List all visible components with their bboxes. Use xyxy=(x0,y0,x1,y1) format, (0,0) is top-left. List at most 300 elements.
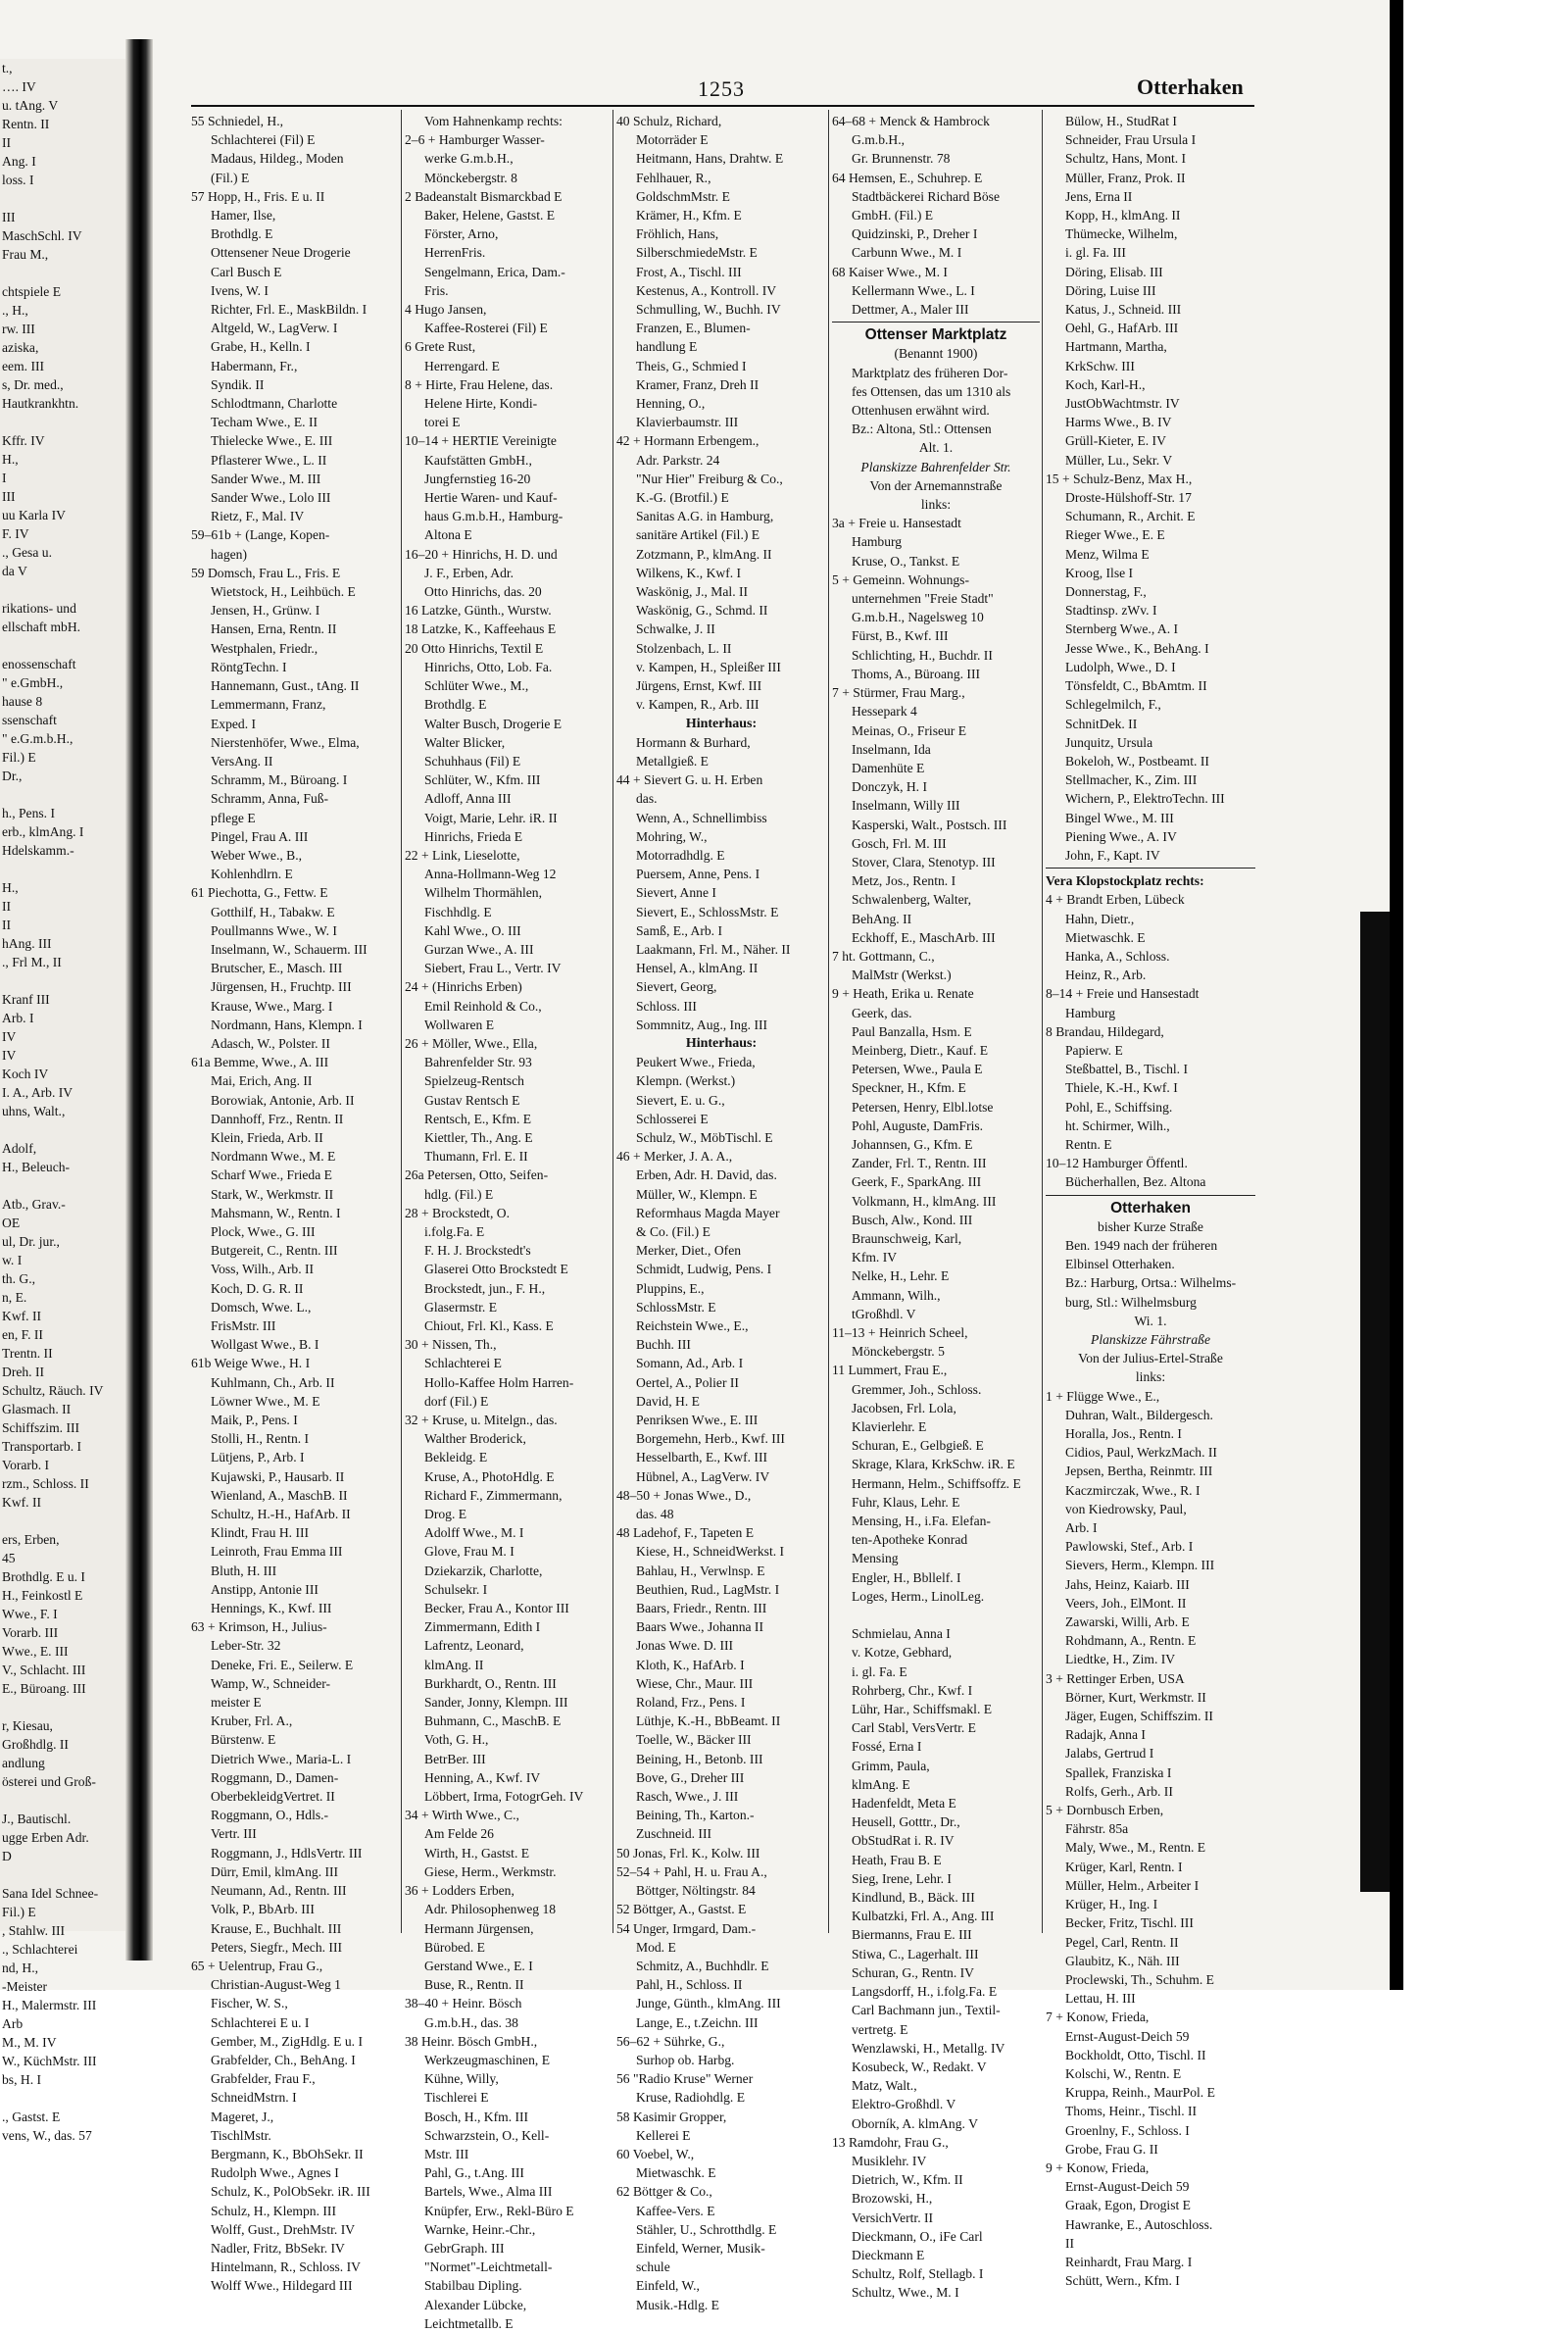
directory-entry: Jens, Erna II xyxy=(1065,188,1133,204)
directory-entry: Elbinsel Otterhaken. xyxy=(1065,1257,1175,1272)
section-note: Alt. 1. xyxy=(918,440,954,456)
directory-entry: Stolzenbach, L. II xyxy=(636,640,732,656)
directory-entry: Richard F., Zimmermann, xyxy=(424,1487,563,1503)
directory-entry xyxy=(832,1606,1040,1624)
directory-entry: & Co. (Fil.) E xyxy=(636,1223,710,1239)
directory-entry: Kfm. IV xyxy=(852,1250,898,1266)
directory-entry: Neumann, Ad., Rentn. III xyxy=(211,1883,347,1899)
directory-entry: Waskönig, G., Schmd. II xyxy=(636,603,768,619)
house-number-entry: 54 Unger, Irmgard, Dam.- xyxy=(616,1920,757,1936)
directory-entry: Hintelmann, R., Schloss. IV xyxy=(211,2259,361,2275)
directory-entry: Warnke, Heinr.-Chr., xyxy=(424,2221,536,2237)
house-number-entry: 6 Grete Rust, xyxy=(405,339,476,355)
left-page-line: loss. I xyxy=(2,173,34,187)
directory-entry: Wiese, Chr., Maur. III xyxy=(636,1675,754,1691)
left-page-line: da V xyxy=(2,564,27,578)
section-note: Wi. 1. xyxy=(1134,1313,1167,1328)
directory-entry: Sternberg Wwe., A. I xyxy=(1065,621,1179,637)
directory-entry: Steßbattel, B., Tischl. I xyxy=(1065,1062,1188,1077)
directory-entry: Plock, Wwe., G. III xyxy=(211,1223,316,1239)
directory-entry: Pohl, E., Schiffsing. xyxy=(1065,1099,1173,1115)
directory-entry: Böttger, Nöltingstr. 84 xyxy=(636,1883,756,1899)
directory-entry: Baker, Helene, Gastst. E xyxy=(424,208,556,223)
section-label: Vera Klopstockplatz rechts: xyxy=(1046,873,1204,889)
directory-entry: Kellerei E xyxy=(636,2127,691,2143)
directory-entry: Hadenfeldt, Meta E xyxy=(852,1796,956,1812)
directory-entry: Schramm, Anna, Fuß- xyxy=(211,791,329,807)
directory-entry: Klindt, Frau H. III xyxy=(211,1525,310,1541)
street-heading: Ottenser Marktplatz xyxy=(864,326,1007,344)
left-page-line: ellschaft mbH. xyxy=(2,620,81,634)
directory-entry: Baars, Friedr., Rentn. III xyxy=(636,1601,767,1616)
directory-entry: G.m.b.H., das. 38 xyxy=(424,2014,518,2030)
directory-entry: J. F., Erben, Adr. xyxy=(424,565,514,580)
directory-entry: Brutscher, E., Masch. III xyxy=(211,961,343,976)
directory-entry: RöntgTechn. I xyxy=(211,659,287,674)
directory-entry: Müller, Franz, Prok. II xyxy=(1065,170,1186,185)
directory-entry: Anna-Hollmann-Weg 12 xyxy=(424,867,557,882)
house-number-entry: 59–61b + (Lange, Kopen- xyxy=(191,527,330,543)
left-page-line: E., Büroang. III xyxy=(2,1681,86,1696)
directory-entry: Groenlny, F., Schloss. I xyxy=(1065,2122,1190,2138)
directory-entry: Meinberg, Dietr., Kauf. E xyxy=(852,1042,989,1058)
directory-entry: tGroßhdl. V xyxy=(852,1306,916,1321)
directory-entry: Arb. I xyxy=(1065,1520,1098,1536)
directory-entry: Vom Hahnenkamp rechts: xyxy=(424,114,563,128)
directory-entry: Glove, Frau M. I xyxy=(424,1544,514,1560)
directory-entry: Kahl Wwe., O. III xyxy=(424,922,521,938)
directory-entry: Schlodtmann, Charlotte xyxy=(211,396,338,412)
left-page-line: chtspiele E xyxy=(2,284,62,299)
house-number-entry: 55 Schniedel, H., xyxy=(191,114,284,128)
left-page-edge xyxy=(0,59,127,2143)
directory-entry: Hawranke, E., Autoschloss. xyxy=(1065,2216,1213,2232)
directory-entry: werke G.m.b.H., xyxy=(424,151,514,167)
directory-entry: Beuthien, Rud., LagMstr. I xyxy=(636,1581,780,1597)
left-page-line: Brothdlg. E u. I xyxy=(2,1569,85,1584)
directory-entry: Werkzeugmaschinen, E xyxy=(424,2052,550,2067)
directory-entry: (Fil.) E xyxy=(211,170,250,185)
directory-entry: Walter Busch, Drogerie E xyxy=(424,716,563,731)
directory-entry: Krüger, Karl, Rentn. I xyxy=(1065,1859,1183,1874)
directory-entry: Sander Wwe., Lolo III xyxy=(211,490,331,506)
scan-edge xyxy=(1390,0,1403,1990)
left-page-line: D xyxy=(2,1849,12,1863)
directory-entry: Fährstr. 85a xyxy=(1065,1821,1129,1837)
directory-entry: Ernst-August-Deich 59 xyxy=(1065,2179,1190,2195)
directory-entry: Jungfernstieg 16-20 xyxy=(424,471,531,486)
directory-entry: Weber Wwe., B., xyxy=(211,847,303,863)
left-page-line: ., Frl M., II xyxy=(2,955,62,969)
directory-entry: Becker, Frau A., Kontor III xyxy=(424,1601,569,1616)
house-number-entry: 57 Hopp, H., Fris. E u. II xyxy=(191,188,325,204)
directory-entry: Mod. E xyxy=(636,1939,676,1955)
directory-entry: Schultz, Wwe., M. I xyxy=(852,2285,959,2301)
directory-entry: Hübnel, A., LagVerw. IV xyxy=(636,1468,770,1484)
directory-entry: Wolff Wwe., Hildegard III xyxy=(211,2278,353,2294)
house-number-entry: 5 + Dornbusch Erben, xyxy=(1046,1803,1164,1818)
directory-entry: Beining, H., Betonb. III xyxy=(636,1751,763,1766)
house-number-entry: 8 + Hirte, Frau Helene, das. xyxy=(405,376,554,392)
directory-entry: Buse, R., Rentn. II xyxy=(424,1977,524,1993)
directory-entry: Sievert, Anne I xyxy=(636,885,716,901)
house-number-entry: 13 Ramdohr, Frau G., xyxy=(832,2134,949,2150)
directory-entry: Kasperski, Walt., Postsch. III xyxy=(852,817,1007,832)
directory-entry: Am Felde 26 xyxy=(424,1826,494,1842)
left-page-line: Schultz, Räuch. IV xyxy=(2,1383,104,1398)
house-number-entry: 61a Bemme, Wwe., A. III xyxy=(191,1055,329,1070)
directory-entry: Katus, J., Schneid. III xyxy=(1065,302,1182,318)
directory-entry: Hinrichs, Frieda E xyxy=(424,828,523,844)
directory-entry: Merker, Diet., Ofen xyxy=(636,1243,742,1259)
directory-entry: Voss, Wilh., Arb. II xyxy=(211,1262,315,1277)
directory-entry: Burkhardt, O., Rentn. III xyxy=(424,1675,557,1691)
directory-entry: MalMstr (Werkst.) xyxy=(852,968,952,983)
directory-entry: Dietrich Wwe., Maria-L. I xyxy=(211,1751,352,1766)
directory-entry: Bürstenw. E xyxy=(211,1732,276,1748)
directory-entry: Langsdorff, H., i.folg.Fa. E xyxy=(852,1984,998,2000)
directory-entry: Hanka, A., Schloss. xyxy=(1065,948,1170,964)
directory-entry: Samß, E., Arb. I xyxy=(636,922,722,938)
directory-entry: Fuhr, Klaus, Lehr. E xyxy=(852,1494,960,1510)
directory-entry: Eckhoff, E., MaschArb. III xyxy=(852,929,996,945)
section-rule xyxy=(1046,1195,1255,1196)
directory-entry: Schütt, Wern., Kfm. I xyxy=(1065,2273,1180,2289)
directory-entry: Altgeld, W., LagVerw. I xyxy=(211,321,338,336)
street-heading: Otterhaken xyxy=(1110,1199,1191,1216)
directory-entry: Laakmann, Frl. M., Näher. II xyxy=(636,941,791,957)
directory-entry: Krause, Wwe., Marg. I xyxy=(211,998,333,1014)
directory-entry: i. gl. Fa. III xyxy=(1065,245,1126,261)
directory-entry: Wenn, A., Schnellimbiss xyxy=(636,810,767,825)
directory-entry: Reichstein Wwe., E., xyxy=(636,1318,749,1333)
directory-entry: Altona E xyxy=(424,527,472,543)
directory-entry: Geerk, das. xyxy=(852,1005,912,1020)
directory-entry: Einfeld, Werner, Musik- xyxy=(636,2240,765,2256)
directory-entry: Adr. Parkstr. 24 xyxy=(636,452,720,468)
house-number-entry: 2 Badeanstalt Bismarckbad E xyxy=(405,188,563,204)
section-rule xyxy=(1046,868,1255,869)
directory-entry: Leichtmetallb. E xyxy=(424,2315,514,2331)
directory-entry: Oborník, A. klmAng. V xyxy=(852,2115,978,2131)
left-page-line: en, F. II xyxy=(2,1327,43,1342)
left-page-line: M., M. IV xyxy=(2,2035,57,2050)
directory-entry: Bockholdt, Otto, Tischl. II xyxy=(1065,2047,1206,2062)
directory-entry: Grabfelder, Ch., BehAng. I xyxy=(211,2052,356,2067)
house-number-entry: 10–14 + HERTIE Vereinigte xyxy=(405,433,557,449)
left-page-line: OE xyxy=(2,1216,21,1230)
directory-entry: II xyxy=(1065,2235,1075,2251)
directory-entry: Mönckebergstr. 8 xyxy=(424,170,517,185)
header-rule xyxy=(191,105,1254,107)
directory-entry: Schmulling, W., Buchh. IV xyxy=(636,302,781,318)
house-number-entry: 60 Voebel, W., xyxy=(616,2146,695,2161)
directory-entry: Mietwaschk. E xyxy=(1065,929,1146,945)
left-page-line: -Meister xyxy=(2,1979,48,1994)
directory-entry: Speckner, H., Kfm. E xyxy=(852,1080,966,1096)
directory-entry: Kiese, H., SchneidWerkst. I xyxy=(636,1544,785,1560)
left-page-text xyxy=(0,59,127,2145)
directory-entry: Skrage, Klara, KrkSchw. iR. E xyxy=(852,1457,1015,1472)
directory-entry: burg, Stl.: Wilhelmsburg xyxy=(1065,1294,1197,1310)
directory-entry: Grimm, Paula, xyxy=(852,1758,930,1773)
directory-entry: Kopp, H., klmAng. II xyxy=(1065,208,1181,223)
directory-entry: Roggmann, J., HdlsVertr. III xyxy=(211,1845,363,1861)
directory-entry: Schulz, W., MöbTischl. E xyxy=(636,1129,773,1145)
left-page-line: Sana Idel Schnee- xyxy=(2,1886,99,1901)
directory-entry: ht. Schirmer, Wilh., xyxy=(1065,1117,1170,1133)
directory-entry: Schultz, Hans, Mont. I xyxy=(1065,151,1187,167)
directory-entry: Roland, Frz., Pens. I xyxy=(636,1695,746,1711)
directory-entry: Schlegelmilch, F., xyxy=(1065,697,1161,713)
directory-entry: KrkSchw. III xyxy=(1065,358,1135,373)
house-number-entry: 65 + Uelentrup, Frau G., xyxy=(191,1958,323,1973)
section-note: links: xyxy=(1135,1369,1166,1385)
directory-entry: Pahl, H., Schloss. II xyxy=(636,1977,743,1993)
directory-entry: Nierstenhöfer, Wwe., Elma, xyxy=(211,734,360,750)
directory-entry: Walter Blicker, xyxy=(424,734,506,750)
directory-entry: Lafrentz, Leonard, xyxy=(424,1638,524,1654)
directory-entry: Grobe, Frau G. II xyxy=(1065,2141,1158,2157)
directory-entry: Lühr, Har., Schiffsmakl. E xyxy=(852,1702,993,1717)
directory-entry: Dettmer, A., Maler III xyxy=(852,302,969,318)
directory-entry: Hamburg xyxy=(1065,1005,1116,1020)
directory-entry: Thoms, A., Büroang. III xyxy=(852,666,981,681)
directory-entry: Zimmermann, Edith I xyxy=(424,1619,541,1635)
directory-entry: Kruse, Radiohdlg. E xyxy=(636,2090,746,2106)
directory-entry: Hensel, A., klmAng. II xyxy=(636,961,759,976)
directory-entry: Stover, Clara, Stenotyp. III xyxy=(852,854,996,869)
left-page-line: Fil.) E xyxy=(2,1905,36,1919)
directory-entry: Engler, H., Bbllelf. I xyxy=(852,1569,961,1585)
directory-entry: Jürgensen, H., Fruchtp. III xyxy=(211,979,352,995)
directory-entry: von Kiedrowsky, Paul, xyxy=(1065,1501,1187,1516)
house-number-entry: 62 Böttger & Co., xyxy=(616,2184,712,2200)
house-number-entry: 58 Kasimir Gropper, xyxy=(616,2109,727,2124)
directory-entry: Adasch, W., Polster. II xyxy=(211,1035,330,1051)
column-divider xyxy=(828,110,829,1933)
directory-entry: Proclewski, Th., Schuhm. E xyxy=(1065,1971,1214,1987)
directory-entry: K.-G. (Brotfil.) E xyxy=(636,490,729,506)
left-page-line: hAng. III xyxy=(2,936,52,951)
left-page-line: vens, W., das. 57 xyxy=(2,2128,92,2143)
house-number-entry: 46 + Merker, J. A. A., xyxy=(616,1149,733,1165)
directory-entry: Nelke, H., Lehr. E xyxy=(852,1268,950,1284)
left-page-line: Ang. I xyxy=(2,154,36,169)
directory-entry: Stabilbau Dipling. xyxy=(424,2278,522,2294)
directory-column-2 xyxy=(405,112,611,2333)
directory-entry: Bücherhallen, Bez. Altona xyxy=(1065,1174,1206,1190)
directory-entry: Zander, Frl. T., Rentn. III xyxy=(852,1156,987,1171)
left-page-line: H., Beleuch- xyxy=(2,1160,71,1174)
directory-entry: unternehmen "Freie Stadt" xyxy=(852,591,994,607)
house-number-entry: 16–20 + Hinrichs, H. D. und xyxy=(405,546,558,562)
running-header: Otterhaken xyxy=(1137,74,1244,99)
directory-entry: Bingel Wwe., M. III xyxy=(1065,810,1174,825)
left-page-line xyxy=(2,1176,127,1195)
directory-entry: Wollgast Wwe., B. I xyxy=(211,1337,319,1353)
directory-entry: GebrGraph. III xyxy=(424,2240,505,2256)
directory-entry: torei E xyxy=(424,415,461,430)
left-page-line: J., Bautischl. xyxy=(2,1812,72,1826)
directory-entry: Thumann, Frl. E. II xyxy=(424,1149,528,1165)
left-page-line: ., Schlachterei xyxy=(2,1942,78,1957)
house-number-entry: 50 Jonas, Frl. K., Kolw. III xyxy=(616,1845,760,1861)
left-page-line: ers, Erben, xyxy=(2,1532,60,1547)
left-page-line: ., Gesa u. xyxy=(2,545,52,560)
directory-entry: hagen) xyxy=(211,546,247,562)
directory-entry: Reinhardt, Frau Marg. I xyxy=(1065,2254,1193,2269)
directory-entry: Alexander Lübcke, xyxy=(424,2297,527,2312)
directory-entry: Schulsekr. I xyxy=(424,1581,488,1597)
directory-entry: Sander, Jonny, Klempn. III xyxy=(424,1695,568,1711)
directory-entry: Braunschweig, Karl, xyxy=(852,1230,962,1246)
directory-entry: Dieckmann, O., iFe Carl xyxy=(852,2228,983,2244)
house-number-entry: 7 ht. Gottmann, C., xyxy=(832,948,935,964)
directory-entry: "Nur Hier" Freiburg & Co., xyxy=(636,471,783,486)
directory-entry: Kruse, O., Tankst. E xyxy=(852,553,960,569)
directory-entry: Johannsen, G., Kfm. E xyxy=(852,1136,973,1152)
directory-entry: Börner, Kurt, Werkmstr. II xyxy=(1065,1689,1206,1705)
left-page-line: t., xyxy=(2,61,13,75)
left-page-line: th. G., xyxy=(2,1271,35,1286)
house-number-entry: 61b Weige Wwe., H. I xyxy=(191,1356,311,1371)
directory-entry: Petersen, Henry, Elbl.lotse xyxy=(852,1099,994,1115)
directory-entry: Metallgieß. E xyxy=(636,753,709,769)
directory-entry: Einfeld, W., xyxy=(636,2278,700,2294)
directory-entry: Cidios, Paul, WerkzMach. II xyxy=(1065,1445,1217,1461)
directory-entry: Dietrich, W., Kfm. II xyxy=(852,2172,963,2188)
directory-entry: Sievert, Georg, xyxy=(636,979,717,995)
directory-entry: Carl Bachmann jun., Textil- xyxy=(852,2003,1001,2018)
directory-entry: Junquitz, Ursula xyxy=(1065,734,1153,750)
directory-entry: vertretg. E xyxy=(852,2021,908,2037)
left-page-line: rikations- und xyxy=(2,601,76,616)
map-reference: Planskizze Fährstraße xyxy=(1091,1332,1210,1347)
directory-entry: Graak, Egon, Drogist E xyxy=(1065,2198,1191,2213)
directory-entry: Volkmann, H., klmAng. III xyxy=(852,1193,997,1209)
house-number-entry: 10–12 Hamburger Öffentl. xyxy=(1046,1156,1188,1171)
directory-entry: Bahlau, H., Verwlnsp. E xyxy=(636,1563,765,1578)
directory-entry: Menz, Wilma E xyxy=(1065,546,1150,562)
directory-entry: Bluth, H. III xyxy=(211,1563,277,1578)
directory-entry: Fröhlich, Hans, xyxy=(636,226,719,242)
directory-entry: Müller, Lu., Sekr. V xyxy=(1065,452,1173,468)
house-number-entry: 11–13 + Heinrich Scheel, xyxy=(832,1325,968,1340)
left-page-line: " e.G.m.b.H., xyxy=(2,731,74,746)
directory-entry: Pawlowski, Stef., Arb. I xyxy=(1065,1539,1194,1555)
directory-entry: Schultz, H.-H., HafArb. II xyxy=(211,1507,351,1522)
directory-entry: Penriksen Wwe., E. III xyxy=(636,1413,759,1428)
directory-entry: Butgereit, C., Rentn. III xyxy=(211,1243,338,1259)
directory-entry: Schulz, H., Klempn. III xyxy=(211,2203,336,2218)
left-page-line: Trentn. II xyxy=(2,1346,53,1361)
house-number-entry: 26a Petersen, Otto, Seifen- xyxy=(405,1167,549,1183)
column-divider xyxy=(1042,110,1043,1933)
directory-entry: Heitmann, Hans, Drahtw. E xyxy=(636,151,784,167)
directory-entry: Buhmann, C., MaschB. E xyxy=(424,1713,562,1729)
directory-entry: Ottensener Neue Drogerie xyxy=(211,245,351,261)
directory-entry: Anstipp, Antonie III xyxy=(211,1581,318,1597)
directory-entry: SilberschmiedeMstr. E xyxy=(636,245,758,261)
directory-entry: Fischer, W. S., xyxy=(211,1996,288,2011)
directory-entry: Bülow, H., StudRat I xyxy=(1065,114,1177,128)
directory-entry: David, H. E xyxy=(636,1393,700,1409)
directory-entry: Koch, Karl-H., xyxy=(1065,376,1146,392)
directory-entry: Jacobsen, Frl. Lola, xyxy=(852,1400,956,1415)
left-page-line xyxy=(2,580,127,599)
directory-entry: Maik, P., Pens. I xyxy=(211,1413,298,1428)
directory-entry: Gotthilf, H., Tabakw. E xyxy=(211,904,335,919)
directory-entry: Nordmann, Hans, Klempn. I xyxy=(211,1017,363,1032)
directory-entry: Dziekarzik, Charlotte, xyxy=(424,1563,543,1578)
directory-entry: Ottenhusen erwähnt wird. xyxy=(852,403,990,419)
directory-entry: Loges, Herm., LinolLeg. xyxy=(852,1588,985,1604)
left-page-line xyxy=(2,1865,127,1884)
directory-entry: Stadtbäckerei Richard Böse xyxy=(852,188,1000,204)
directory-entry: Siebert, Frau L., Vertr. IV xyxy=(424,961,562,976)
directory-entry: Deneke, Fri. E., Seilerw. E xyxy=(211,1657,354,1672)
directory-entry: Carl Busch E xyxy=(211,264,282,279)
left-page-line: Kwf. II xyxy=(2,1309,42,1323)
directory-entry: Schlichting, H., Buchdr. II xyxy=(852,647,993,663)
directory-entry: Klavierbaumstr. III xyxy=(636,415,739,430)
directory-entry: Kroog, Ilse I xyxy=(1065,565,1134,580)
directory-entry: G.m.b.H., Nagelsweg 10 xyxy=(852,610,984,625)
directory-entry: Schwalke, J. II xyxy=(636,621,715,637)
column-divider xyxy=(612,110,613,1933)
directory-entry: Löwner Wwe., M. E xyxy=(211,1393,320,1409)
directory-entry: Domsch, Wwe. L., xyxy=(211,1299,312,1315)
left-page-line: Rentn. II xyxy=(2,117,50,131)
directory-entry: Musik.-Hdlg. E xyxy=(636,2297,719,2312)
left-page-line: IV xyxy=(2,1048,17,1063)
directory-entry: Bokeloh, W., Postbeamt. II xyxy=(1065,753,1209,769)
directory-entry: Frost, A., Tischl. III xyxy=(636,264,742,279)
directory-entry: sanitäre Artikel (Fil.) E xyxy=(636,527,760,543)
directory-entry: Chiout, Frl. Kl., Kass. E xyxy=(424,1318,554,1333)
house-number-entry: 56–62 + Sührke, G., xyxy=(616,2033,725,2049)
section-note: Von der Julius-Ertel-Straße xyxy=(1078,1351,1223,1366)
directory-entry: Matz, Walt., xyxy=(852,2078,917,2094)
directory-entry: Voth, G. H., xyxy=(424,1732,489,1748)
directory-entry: Hansen, Erna, Rentn. II xyxy=(211,621,337,637)
directory-entry: haus G.m.b.H., Hamburg- xyxy=(424,509,564,524)
directory-entry: VersAng. II xyxy=(211,753,273,769)
house-number-entry: 56 "Radio Kruse" Werner xyxy=(616,2071,754,2087)
directory-entry: Kaufstätten GmbH., xyxy=(424,452,532,468)
left-page-line: II xyxy=(2,135,12,150)
directory-entry: das. xyxy=(636,791,658,807)
directory-entry: Roggmann, D., Damen- xyxy=(211,1769,339,1785)
column-divider xyxy=(401,110,402,1933)
left-page-line xyxy=(2,2089,127,2108)
directory-entry: Theis, G., Schmied I xyxy=(636,358,747,373)
left-page-line: ul, Dr. jur., xyxy=(2,1234,60,1249)
directory-entry: Hessepark 4 xyxy=(852,704,917,720)
directory-entry: Krause, E., Buchhalt. III xyxy=(211,1920,342,1936)
section-note: links: xyxy=(920,497,952,513)
left-page-line: Atb., Grav.- xyxy=(2,1197,66,1212)
house-number-entry: 3 + Rettinger Erben, USA xyxy=(1046,1670,1185,1686)
map-reference: Planskizze Bahrenfelder Str. xyxy=(860,459,1011,474)
left-page-line: W., KüchMstr. III xyxy=(2,2054,97,2068)
directory-entry: Volk, P., BbArb. III xyxy=(211,1902,315,1917)
house-number-entry: 11 Lummert, Frau E., xyxy=(832,1363,948,1378)
directory-entry: Syndik. II xyxy=(211,376,265,392)
directory-entry: hdlg. (Fil.) E xyxy=(424,1186,494,1202)
directory-entry: Döring, Elisab. III xyxy=(1065,264,1163,279)
